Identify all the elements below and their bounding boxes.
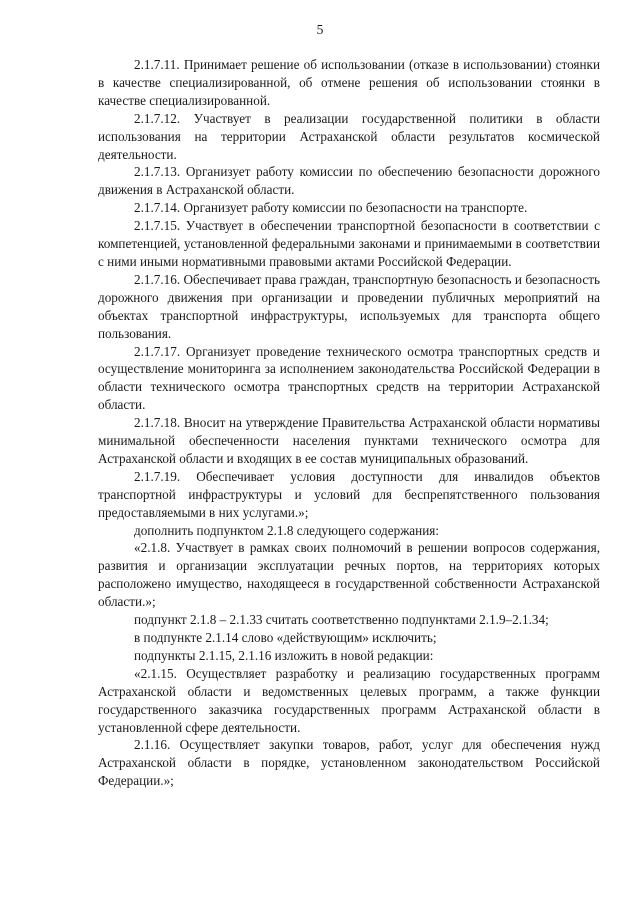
page-number: 5: [316, 22, 324, 37]
paragraph-amend-add-2-1-8: дополнить подпунктом 2.1.8 следующего содержания:: [134, 522, 439, 538]
paragraph-2-1-7-16: 2.1.7.16. Обеспечивает права граждан, транспортную безопасность и безопасность дорожного движения при организации и проведении публичных мероприятий на объектах транспортной инфраструктуры, используемых для транспорта общего пользования.: [98, 271, 600, 341]
paragraph-2-1-7-14: 2.1.7.14. Организует работу комиссии по безопасности на транспорте.: [134, 200, 528, 216]
paragraph-2-1-7-17: 2.1.7.17. Организует проведение технического осмотра транспортных средств и осуществление мониторинга за исполнением законодательства Российской Федерации в области технического осмотра транспортных средств на территории Астраханской области.: [98, 343, 600, 413]
paragraph-amend-2-1-14: в подпункте 2.1.14 слово «действующим» исключить;: [134, 630, 437, 645]
paragraph-2-1-7-19: 2.1.7.19. Обеспечивает условия доступности для инвалидов объектов транспортной инфраструктуры и условий для беспрепятственного пользования предоставляемыми в них услугами.»;: [98, 468, 600, 520]
paragraph-2-1-16: 2.1.16. Осуществляет закупки товаров, работ, услуг для обеспечения нужд Астраханской области в порядке, установленном законодательством Российской Федерации.»;: [98, 737, 600, 789]
paragraph-amend-new-edition: подпункты 2.1.15, 2.1.16 изложить в новой редакции:: [134, 647, 434, 663]
paragraph-2-1-7-13: 2.1.7.13. Организует работу комиссии по обеспечению безопасности дорожного движения в Астраханской области.: [98, 164, 600, 198]
paragraph-amend-renumber: подпункт 2.1.8 – 2.1.33 считать соответственно подпунктами 2.1.9–2.1.34;: [134, 612, 549, 628]
paragraph-2-1-7-15: 2.1.7.15. Участвует в обеспечении транспортной безопасности в соответствии с компетенцией, установленной федеральными законами и принимаемыми в соответствии с ними иными нормативными правовыми актами Российской Федерации.: [98, 218, 600, 269]
paragraph-2-1-15: «2.1.15. Осуществляет разработку и реализацию государственных программ Астраханской области и ведомственных целевых программ, а также функции государственного заказчика государственных программ Астраханской области в установленной сфере деятельности.: [98, 665, 600, 735]
document-body: [98, 56, 600, 790]
paragraph-2-1-7-18: 2.1.7.18. Вносит на утверждение Правительства Астраханской области нормативы минимальной обеспеченности населения пунктами технического осмотра для Астраханской области и входящих в ее состав муниципальных образований.: [98, 415, 600, 466]
paragraph-2-1-8: «2.1.8. Участвует в рамках своих полномочий в решении вопросов содержания, развития и организации эксплуатации речных портов, на территориях которых расположено имущество, находящееся в государственной собственности Астраханской области.»;: [98, 540, 600, 610]
paragraph-2-1-7-11: 2.1.7.11. Принимает решение об использовании (отказе в использовании) стоянки в качестве специализированной, об отмене решения об использовании стоянки в качестве специализированной.: [98, 57, 600, 108]
paragraph-2-1-7-12: 2.1.7.12. Участвует в реализации государственной политики в области использования на территории Астраханской области результатов космической деятельности.: [98, 110, 600, 162]
